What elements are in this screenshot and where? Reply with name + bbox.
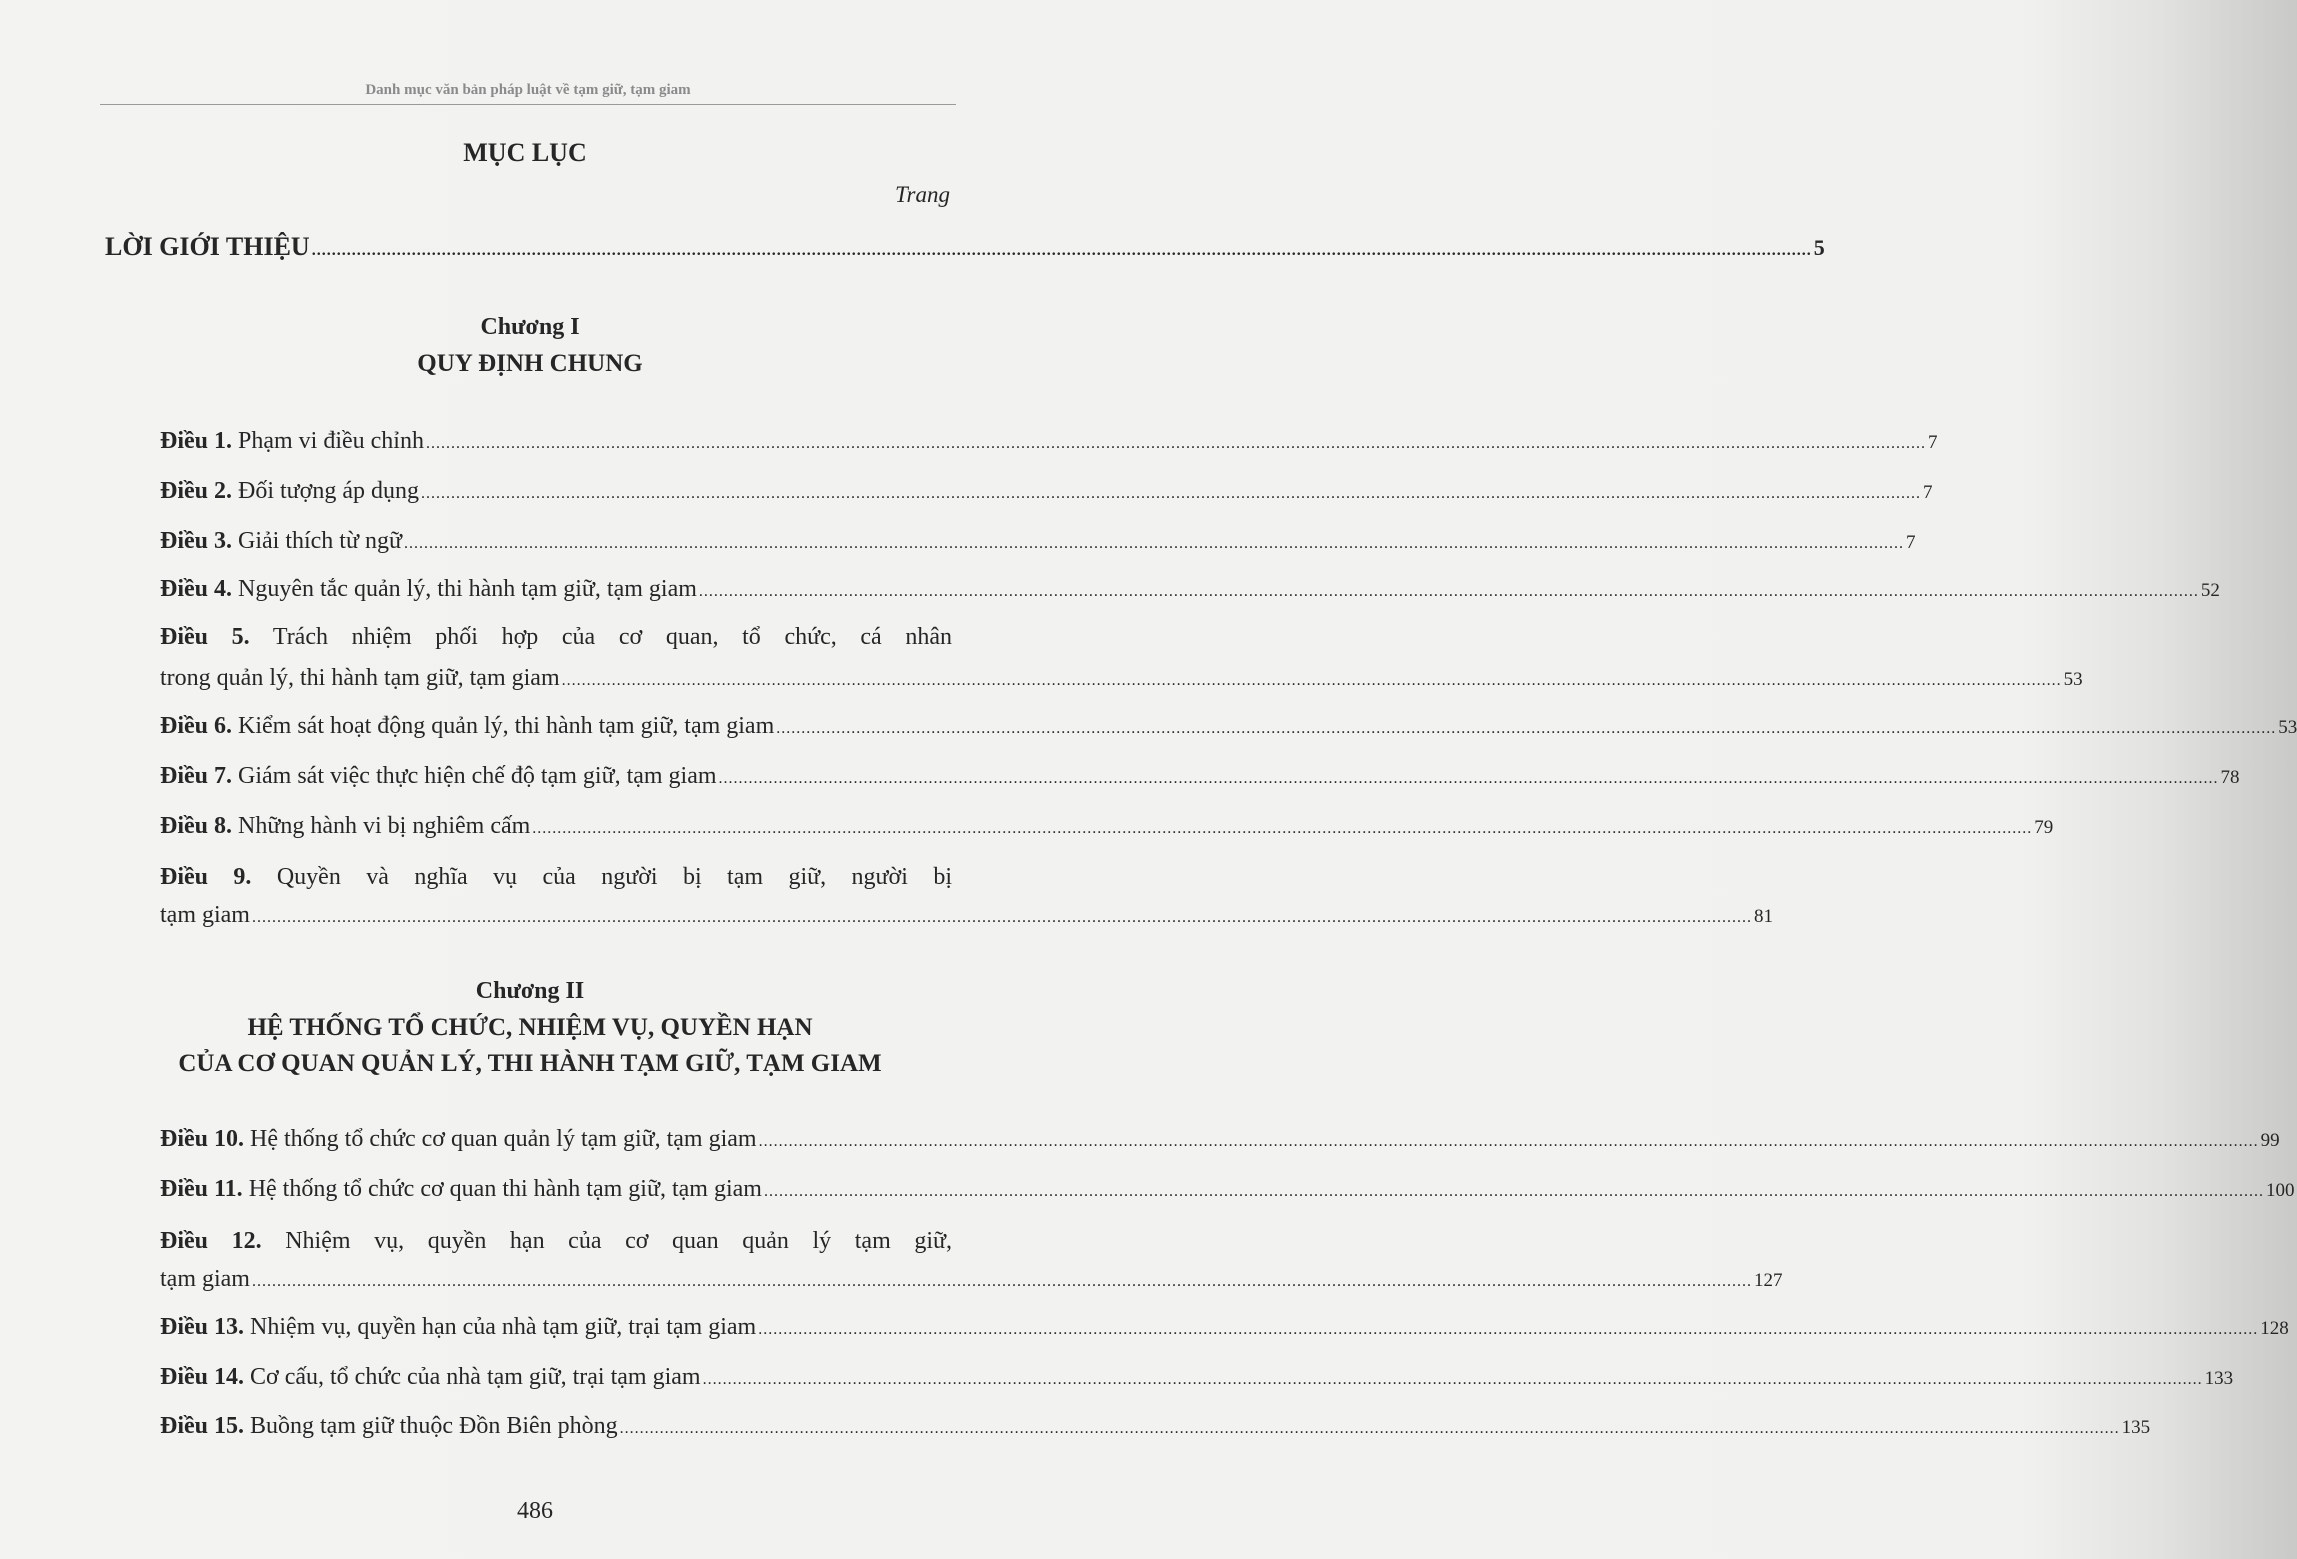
- toc-entry-number: Điều 6.: [160, 713, 232, 739]
- toc-entry-title: Nhiệm vụ, quyền hạn của nhà tạm giữ, trại tạm giam: [250, 1314, 757, 1340]
- toc-entry-number: Điều 7.: [160, 763, 232, 789]
- chapter-name: QUY ĐỊNH CHUNG: [417, 350, 643, 377]
- toc-entry-title: Buồng tạm giữ thuộc Đồn Biên phòng: [250, 1413, 618, 1439]
- dot-leader: ............................................................................................................................................................................................................................................................................................................: [532, 820, 2033, 837]
- toc-entry-page: 135: [2121, 1417, 2151, 1438]
- toc-entry-title: trong quản lý, thi hành tạm giữ, tạm giam: [160, 665, 560, 691]
- dot-leader: ............................................................................................................................................................................................................................................................................................................: [404, 535, 1904, 552]
- toc-entry-number: Điều 15.: [160, 1413, 244, 1439]
- dot-leader: ............................................................................................................................................................................................................................................................................................................: [718, 770, 2219, 787]
- toc-entry-number: Điều 11.: [160, 1176, 243, 1202]
- toc-entry-page: 127: [1753, 1270, 1783, 1291]
- dot-leader: ............................................................................................................................................................................................................................................................................................................: [776, 720, 2277, 737]
- toc-entry-label: [160, 707, 774, 745]
- toc-entry-label: [160, 807, 530, 845]
- toc-intro-page: 5: [1813, 235, 1825, 260]
- dot-leader: ............................................................................................................................................................................................................................................................................................................: [311, 242, 1812, 259]
- page-number: 486: [517, 1498, 553, 1524]
- toc-entry-page: 7: [1906, 532, 1916, 553]
- page-title: MỤC LỤC: [463, 138, 587, 167]
- toc-entry-page: 99: [2260, 1130, 2280, 1151]
- toc-entry[interactable]: [160, 896, 1773, 937]
- toc-entry-title: tạm giam: [160, 902, 250, 928]
- toc-entry-number: Điều 12.: [160, 1228, 262, 1254]
- toc-entry-label: [160, 896, 250, 934]
- dot-leader: ............................................................................................................................................................................................................................................................................................................: [421, 485, 1922, 502]
- toc-entry[interactable]: [160, 1407, 2151, 1448]
- chapter-name: HỆ THỐNG TỔ CHỨC, NHIỆM VỤ, QUYỀN HẠN: [247, 1014, 813, 1041]
- toc-entry-number: Điều 3.: [160, 528, 232, 554]
- dot-leader: ............................................................................................................................................................................................................................................................................................................: [698, 583, 2199, 600]
- toc-entry[interactable]: [160, 422, 1938, 463]
- toc-entry-number: Điều 4.: [160, 576, 232, 602]
- dot-leader: ............................................................................................................................................................................................................................................................................................................: [758, 1133, 2259, 1150]
- toc-entry-page: 133: [2204, 1368, 2234, 1389]
- chapter-heading: Chương II: [475, 978, 585, 1004]
- dot-leader: ............................................................................................................................................................................................................................................................................................................: [758, 1321, 2259, 1338]
- toc-entry-page: 100: [2265, 1180, 2295, 1201]
- toc-entry-title: Trách nhiệm phối hợp của cơ quan, tổ chức, cá nhân: [272, 624, 953, 650]
- toc-entry-label: [160, 1308, 756, 1346]
- toc-entry-title: Đối tượng áp dụng: [238, 478, 420, 504]
- chapter-heading: Chương I: [480, 314, 580, 340]
- toc-entry-page: 78: [2220, 767, 2240, 788]
- toc-entry-title: Những hành vi bị nghiêm cấm: [238, 813, 531, 839]
- dot-leader: ............................................................................................................................................................................................................................................................................................................: [561, 672, 2062, 689]
- toc-entry[interactable]: [160, 1260, 1783, 1301]
- dot-leader: ............................................................................................................................................................................................................................................................................................................: [763, 1183, 2264, 1200]
- toc-entry-title: Kiểm sát hoạt động quản lý, thi hành tạm giữ, tạm giam: [238, 713, 775, 739]
- toc-entry-label: [160, 757, 717, 795]
- toc-entry-page: 128: [2260, 1318, 2289, 1339]
- toc-entry[interactable]: [160, 570, 2220, 611]
- toc-entry[interactable]: [160, 757, 2240, 798]
- dot-leader: ............................................................................................................................................................................................................................................................................................................: [619, 1420, 2120, 1437]
- toc-entry-title: Cơ cấu, tổ chức của nhà tạm giữ, trại tạm giam: [250, 1364, 701, 1390]
- toc-intro-label: LỜI GIỚI THIỆU: [105, 232, 310, 261]
- toc-entry-title: Hệ thống tổ chức cơ quan quản lý tạm giữ, tạm giam: [250, 1126, 757, 1152]
- toc-entry-label: [160, 1120, 757, 1158]
- toc-entry[interactable]: [160, 1308, 2289, 1349]
- toc-entry-number: Điều 1.: [160, 428, 232, 454]
- toc-entry-label: [160, 659, 560, 697]
- toc-entry[interactable]: [160, 472, 1933, 513]
- toc-entry-number: Điều 2.: [160, 478, 232, 504]
- toc-entry-page: 53: [2063, 669, 2083, 690]
- toc-entry-title: Phạm vi điều chỉnh: [238, 428, 424, 454]
- toc-entry-page: 53: [2278, 717, 2297, 738]
- toc-entry-title: Nguyên tắc quản lý, thi hành tạm giữ, tạm giam: [238, 576, 697, 602]
- toc-entry[interactable]: [160, 1170, 2295, 1211]
- toc-entry-page: 7: [1923, 482, 1933, 503]
- toc-entry-label: [160, 570, 697, 608]
- running-header: Danh mục văn bản pháp luật về tạm giữ, tạm giam: [100, 82, 956, 105]
- toc-entry-page: 7: [1927, 432, 1938, 453]
- toc-entry-title: Giải thích từ ngữ: [238, 528, 402, 554]
- toc-intro[interactable]: [105, 228, 1825, 270]
- toc-entry-label: [160, 522, 402, 560]
- chapter-name: CỦA CƠ QUAN QUẢN LÝ, THI HÀNH TẠM GIỮ, TẠM GIAM: [178, 1050, 882, 1077]
- dot-leader: ............................................................................................................................................................................................................................................................................................................: [251, 1273, 1752, 1290]
- dot-leader: ............................................................................................................................................................................................................................................................................................................: [702, 1371, 2203, 1388]
- toc-entry-number: Điều 9.: [160, 864, 252, 890]
- toc-entry-number: Điều 8.: [160, 813, 232, 839]
- toc-entry-label: [160, 422, 424, 460]
- toc-entry-number: Điều 10.: [160, 1126, 244, 1152]
- toc-entry[interactable]: [160, 707, 2297, 748]
- page-column-label: Trang: [895, 182, 950, 207]
- toc-entry-page: 81: [1753, 906, 1773, 927]
- toc-entry-number: Điều 5.: [160, 624, 250, 650]
- toc-entry-title: Giám sát việc thực hiện chế độ tạm giữ, tạm giam: [238, 763, 717, 789]
- toc-entry-label: [160, 1260, 250, 1298]
- toc-entry[interactable]: [160, 522, 1916, 563]
- toc-entry[interactable]: [160, 1358, 2234, 1399]
- toc-entry-label: [160, 1407, 618, 1445]
- toc-entry-label: [160, 1358, 701, 1396]
- dot-leader: ............................................................................................................................................................................................................................................................................................................: [251, 909, 1752, 926]
- toc-entry[interactable]: [160, 1120, 2280, 1161]
- toc-entry[interactable]: [160, 807, 2054, 848]
- toc-entry-page: 52: [2200, 580, 2220, 601]
- toc-entry-title: Nhiệm vụ, quyền hạn của cơ quan quản lý tạm giữ,: [285, 1228, 952, 1254]
- toc-entry-line[interactable]: [160, 618, 952, 656]
- toc-entry-title: tạm giam: [160, 1266, 250, 1292]
- toc-entry-number: Điều 14.: [160, 1364, 244, 1390]
- toc-entry-title: Quyền và nghĩa vụ của người bị tạm giữ, người bị: [276, 864, 953, 890]
- toc-entry-line[interactable]: [160, 1222, 952, 1260]
- toc-entry-page: 79: [2034, 817, 2054, 838]
- toc-entry-label: [160, 1170, 762, 1208]
- toc-entry-label: [160, 472, 419, 510]
- dot-leader: ............................................................................................................................................................................................................................................................................................................: [425, 435, 1926, 452]
- toc-entry-line[interactable]: [160, 858, 952, 896]
- toc-entry[interactable]: [160, 659, 2083, 700]
- toc-entry-number: Điều 13.: [160, 1314, 244, 1340]
- toc-entry-title: Hệ thống tổ chức cơ quan thi hành tạm giữ, tạm giam: [248, 1176, 762, 1202]
